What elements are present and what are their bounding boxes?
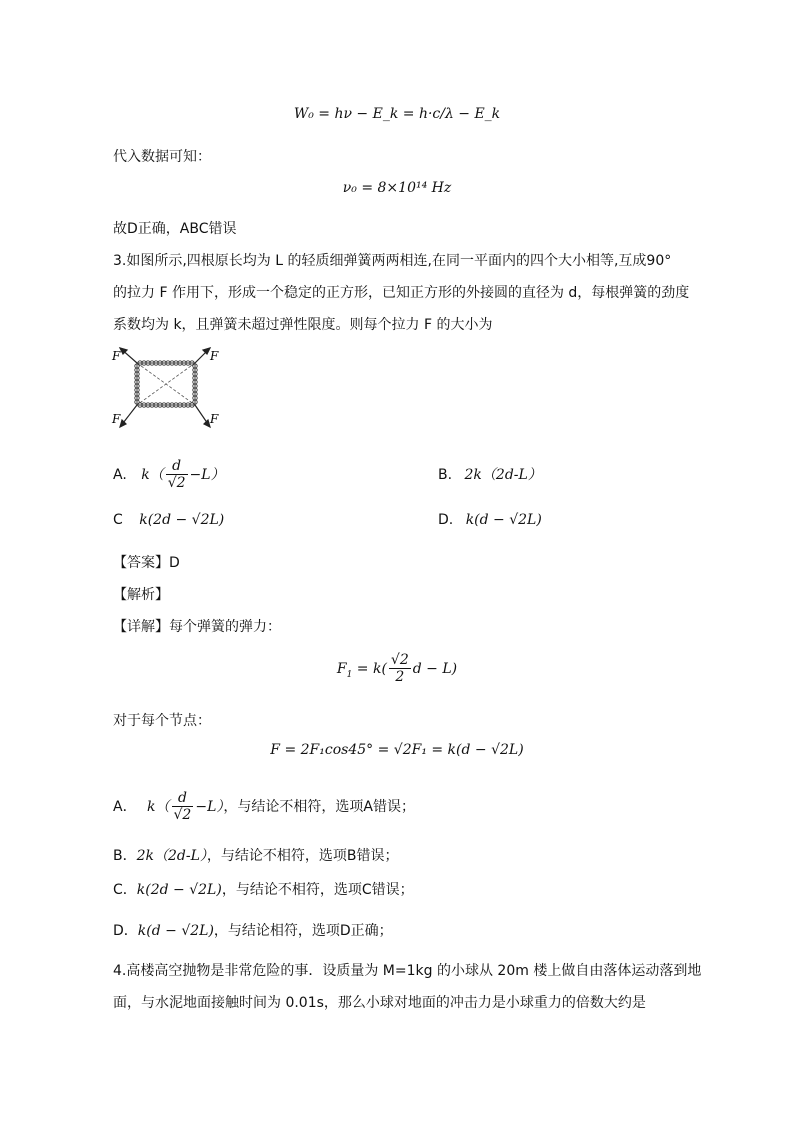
force-label-tr: F (210, 349, 219, 363)
option-b-text: 2k（2d-L） (464, 467, 542, 483)
option-d-text: k(d − √2L) (465, 512, 542, 528)
review-d-suffix: ，与结论相符，选项D正确； (213, 923, 393, 939)
answer-line: 【答案】D (113, 555, 180, 571)
q4-line-2: 面，与水泥地面接触时间为 0.01s，那么小球对地面的冲击力是小球重力的倍数大约是 (113, 995, 646, 1011)
option-d (438, 512, 542, 528)
review-d (113, 920, 393, 940)
force-label-br: F (210, 412, 219, 426)
review-c-suffix: ，与结论不相符，选项C错误； (221, 882, 414, 898)
review-b-prefix: B． (113, 848, 137, 864)
frequency-formula: ν₀ = 8×10¹⁴ Hz (342, 180, 452, 196)
review-d-text: k(d − √2L) (137, 923, 214, 939)
option-d-label: D. (438, 512, 454, 528)
work-function-formula-text: W₀ = hν − E_k = h·c/λ − E_k (293, 106, 501, 122)
node-line: 对于每个节点： (113, 713, 211, 729)
review-c-prefix: C． (113, 882, 137, 898)
option-c-text: k(2d − √2L) (139, 512, 225, 528)
option-a: A. k（ $\frac{d}{√2}$ −L） (113, 458, 225, 492)
force-label-tl: F (112, 349, 121, 363)
review-c (113, 879, 414, 899)
analysis-heading: 【解析】 (113, 587, 169, 603)
total-force-formula: F = 2F₁cos45° = √2F₁ = k(d − √2L) (270, 742, 524, 758)
option-c (113, 512, 224, 528)
review-d-prefix: D． (113, 923, 138, 939)
intro-line: 代入数据可知： (113, 149, 211, 165)
review-b-suffix: ，与结论不相符，选项B错误； (206, 848, 399, 864)
q3-line-1: 3.如图所示,四根原长均为 L 的轻质细弹簧两两相连,在同一平面内的四个大小相等,互成90° (113, 253, 672, 269)
q4-line-1: 4.高楼高空抛物是非常危险的事．设质量为 M=1kg 的小球从 20m 楼上做自由落体运动落到地 (113, 963, 702, 979)
review-a-prefix: A． (113, 798, 137, 815)
review-a: A． k（ $\frac{d}{√2}$ −L），与结论不相符，选项A错误； (113, 790, 415, 824)
option-b-label: B. (438, 467, 453, 483)
option-b (438, 464, 542, 484)
spring-square-figure (110, 343, 222, 433)
spring-force-formula: $F_1 = k$( $\frac{√2}{2}$ d − L) (336, 652, 458, 686)
work-function-formula (0, 106, 794, 122)
option-a-label: A. (113, 466, 127, 483)
previous-conclusion: 故D正确，ABC错误 (113, 221, 237, 237)
q3-line-3: 系数均为 k，且弹簧未超过弹性限度。则每个拉力 F 的大小为 (113, 317, 493, 333)
q3-line-2: 的拉力 F 作用下，形成一个稳定的正方形，已知正方形的外接圆的直径为 d，每根弹簧的劲度 (113, 285, 690, 301)
option-c-label: C (113, 512, 123, 528)
review-c-text: k(2d − √2L) (136, 882, 222, 898)
review-b (113, 845, 399, 865)
review-a-suffix: ，与结论不相符，选项A错误； (223, 798, 415, 815)
review-b-text: 2k（2d-L） (136, 848, 207, 864)
force-label-bl: F (112, 412, 121, 426)
detail-line: 【详解】每个弹簧的弹力： (113, 619, 281, 635)
